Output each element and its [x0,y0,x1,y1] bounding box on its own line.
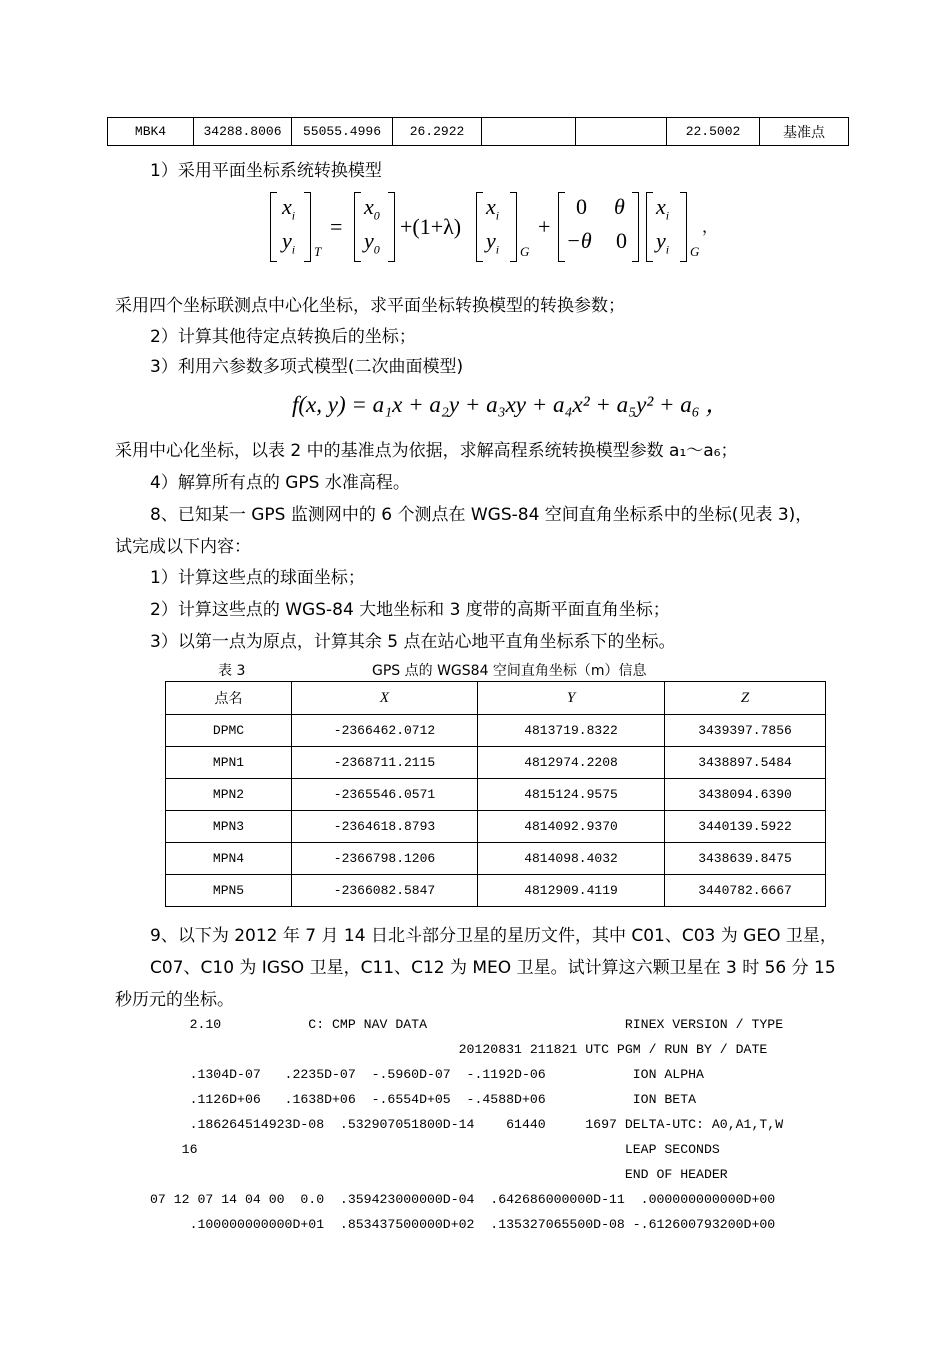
table-cell: MPN4 [166,843,292,875]
table-cell: 4813719.8322 [478,715,665,747]
table-cell: 3440139.5922 [665,811,826,843]
table-cell: MPN2 [166,779,292,811]
paragraph: 1）采用平面坐标系统转换模型 [150,161,382,181]
rinex-line: 2.10 C: CMP NAV DATA RINEX VERSION / TYPE [150,1017,784,1032]
rinex-line: 07 12 07 14 04 00 0.0 .359423000000D-04 .642686000000D-11 .000000000000D+00 [150,1192,776,1207]
table-cell: 4815124.9575 [478,779,665,811]
rinex-line: .1126D+06 .1638D+06 -.6554D+05 -.4588D+06 ION BETA [150,1092,697,1107]
paragraph: 采用四个坐标联测点中心化坐标，求平面坐标转换模型的转换参数； [115,296,625,316]
rinex-line: END OF HEADER [150,1167,728,1182]
table-cell [482,118,576,146]
paragraph: 9、以下为 2012 年 7 月 14 日北斗部分卫星的星历文件，其中 C01、C03 为 GEO 卫星， [150,926,837,946]
paragraph: 3）以第一点为原点，计算其余 5 点在站心地平直角坐标系下的坐标。 [150,632,676,652]
table-cell: -2365546.0571 [292,779,478,811]
paragraph: 2）计算这些点的 WGS-84 大地坐标和 3 度带的高斯平面直角坐标； [150,600,670,620]
column-header: 点名 [166,682,292,715]
table-cell: -2366798.1206 [292,843,478,875]
table-cell: 4812974.2208 [478,747,665,779]
table-cell: MPN1 [166,747,292,779]
table-cell: 4812909.4119 [478,875,665,907]
table-cell: 3439397.7856 [665,715,826,747]
table-cell: 3438897.5484 [665,747,826,779]
table-row [166,747,826,779]
table-cell: -2368711.2115 [292,747,478,779]
table-cell: 34288.8006 [194,118,292,146]
paragraph: 4）解算所有点的 GPS 水准高程。 [150,473,410,493]
table-row [108,118,849,146]
table-cell: MPN3 [166,811,292,843]
paragraph: C07、C10 为 IGSO 卫星，C11、C12 为 MEO 卫星。试计算这六颗卫星在 3 时 56 分 15 [150,958,836,978]
table-caption: GPS 点的 WGS84 空间直角坐标（m）信息 [372,663,647,679]
paragraph: 试完成以下内容： [115,537,251,557]
table-cell: -2366462.0712 [292,715,478,747]
paragraph: 3）利用六参数多项式模型(二次曲面模型) [150,357,464,377]
gps-coordinates-table [165,681,826,907]
table-cell: MBK4 [108,118,194,146]
table-cell: 26.2922 [393,118,482,146]
rinex-line: 16 LEAP SECONDS [150,1142,720,1157]
table-row [166,843,826,875]
rinex-line: 20120831 211821 UTC PGM / RUN BY / DATE [150,1042,768,1057]
table-header-row [166,682,826,715]
reference-point-table [107,117,849,146]
table-cell: 3438639.8475 [665,843,826,875]
table-cell: 3438094.6390 [665,779,826,811]
table-cell: MPN5 [166,875,292,907]
table-cell: 3440782.6667 [665,875,826,907]
column-header: Y [478,682,665,715]
table-row [166,811,826,843]
rinex-line: .1304D-07 .2235D-07 -.5960D-07 -.1192D-06 ION ALPHA [150,1067,704,1082]
table-row [166,779,826,811]
rinex-file-block [150,1012,783,1237]
rinex-line: .100000000000D+01 .853437500000D+02 .135327065500D-08 -.612600793200D+00 [150,1217,776,1232]
table-cell [576,118,667,146]
table-caption-label: 表 3 [218,663,246,679]
transform-formula: $x_i$ $y_i$ T = $x_0$ $y_0$ +(1+λ) $x_i$ $y_i$ G + 0 θ −θ 0 $x_i$ $y_i$ G ， [270,192,720,264]
paragraph: 1）计算这些点的球面坐标； [150,568,365,588]
polynomial-formula: f(x, y) = a₁x + a₂y + a₃xy + a₄x² + a₅y² + a₆ ， [292,392,729,417]
table-cell: -2366082.5847 [292,875,478,907]
table-cell: -2364618.8793 [292,811,478,843]
paragraph: 采用中心化坐标，以表 2 中的基准点为依据，求解高程系统转换模型参数 a₁～a₆； [115,441,738,461]
column-header: Z [665,682,826,715]
paragraph: 秒历元的坐标。 [115,990,234,1010]
table-cell: DPMC [166,715,292,747]
table-cell: 4814098.4032 [478,843,665,875]
column-header: X [292,682,478,715]
table-cell: 4814092.9370 [478,811,665,843]
table-cell: 22.5002 [667,118,760,146]
table-row [166,715,826,747]
paragraph: 2）计算其他待定点转换后的坐标； [150,327,416,347]
rinex-line: .186264514923D-08 .532907051800D-14 61440 1697 DELTA-UTC: A0,A1,T,W [150,1117,784,1132]
table-cell: 55055.4996 [292,118,393,146]
table-cell: 基准点 [760,118,849,146]
paragraph: 8、已知某一 GPS 监测网中的 6 个测点在 WGS-84 空间直角坐标系中的坐标(见表 3)， [150,505,813,525]
table-row [166,875,826,907]
